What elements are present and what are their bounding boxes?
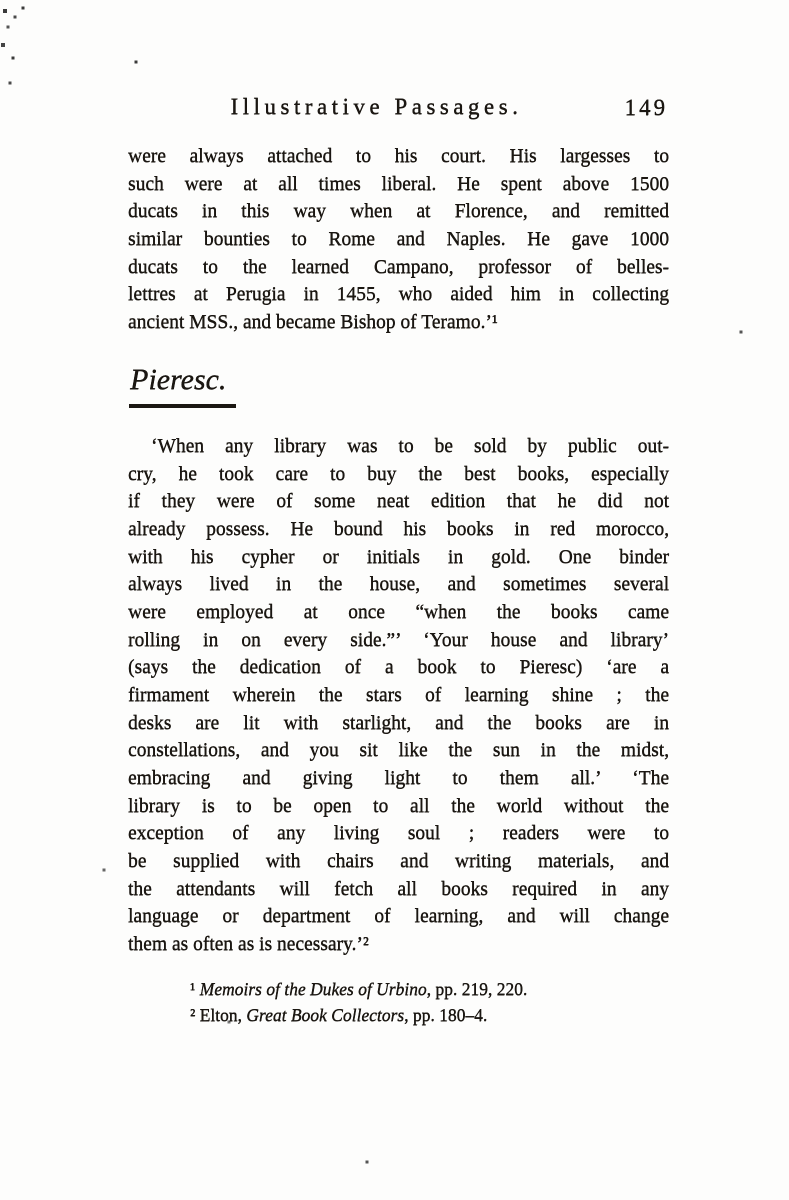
page-number: 149 [624,95,668,120]
text-line: ducats in this way when at Florence, and remitted [128,201,669,223]
footnote-marker: ¹ [190,979,196,999]
text-line: similar bounties to Rome and Naples. He gave 1000 [128,228,669,250]
text-line: were always attached to his court. His largesses to [128,146,669,167]
text-line: lettres at Perugia in 1455, who aided him in collecting [128,284,669,306]
footnote-2 [190,1002,527,1028]
text-line: desks are lit with starlight, and the books are in [128,712,669,734]
running-header [128,94,668,124]
text-line: always lived in the house, and sometimes several [128,574,669,596]
footnote-title-italic: Great Book Collectors [246,1005,405,1025]
text-line: language or department of learning, and will change [128,906,669,928]
text-line: library is to be open to all the world without the [128,795,669,817]
scan-noise-specks [0,0,2,2]
footnote-text: Elton, [195,1005,247,1025]
text-line: such were at all times liberal. He spent above 1500 [128,173,669,195]
text-line: ‘When any library was to be sold by public out- [151,436,669,457]
section-heading-pieresc: Pieresc. [129,363,236,408]
text-line: constellations, and you sit like the sun in the midst, [128,740,669,762]
text-line: were employed at once “when the books came [128,601,669,623]
text-line: ducats to the learned Campano, professor of belles- [128,256,669,278]
footnote-marker: ² [190,1005,196,1025]
footnote-1 [190,976,527,1002]
text-line: embracing and giving light to them all.’ ‘The [128,767,669,789]
text-line: be supplied with chairs and writing materials, and [128,850,669,872]
text-line: (says the dedication of a book to Pieresc) ‘are a [128,657,669,679]
text-line: if they were of some neat edition that he did not [128,491,669,513]
text-line: ancient MSS., and became Bishop of Teramo.’¹ [128,311,498,333]
text-line: with his cypher or initials in gold. One binder [128,546,669,568]
text-line: cry, he took care to buy the best books, especially [128,463,669,485]
text-line: already possess. He bound his books in red morocco, [128,518,669,540]
text-line: rolling in on every side.”’ ‘Your house and library’ [128,629,669,651]
text-line: the attendants will fetch all books required in any [128,878,669,900]
paragraph-largesses [128,143,669,337]
footnote-title-italic: Memoirs of the Dukes of Urbino [199,979,427,999]
text-line: firmament wherein the stars of learning shine ; the [128,684,669,706]
footnote-pages: , pp. 219, 220. [426,979,528,999]
paragraph-pieresc-quote [128,433,669,958]
text-line: them as often as is necessary.’² [128,933,369,955]
footnote-pages: , pp. 180–4. [404,1005,488,1025]
footnotes [190,976,527,1028]
text-line: exception of any living soul ; readers were to [128,823,669,845]
page-title: Illustrative Passages. [230,94,523,119]
